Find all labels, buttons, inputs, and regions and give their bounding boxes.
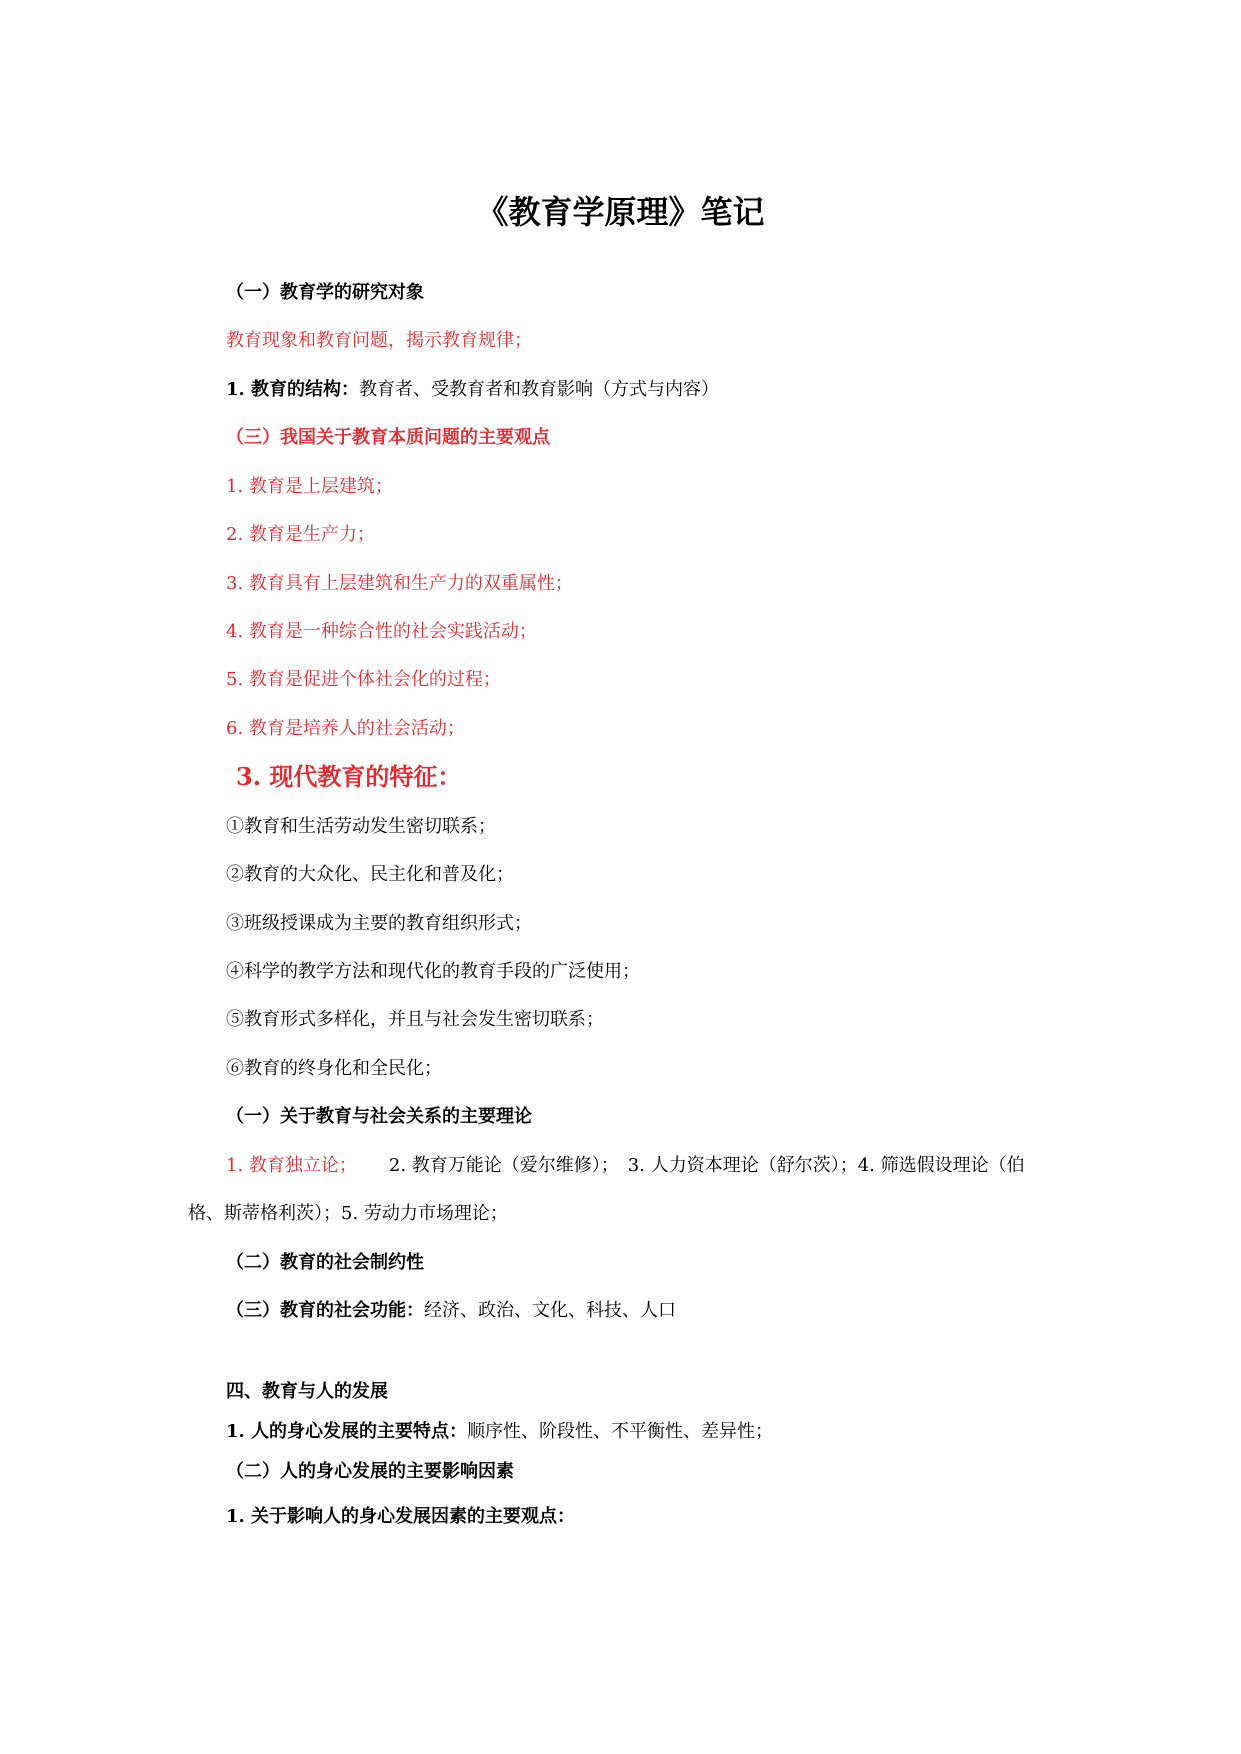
heading-education-essence: （三）我国关于教育本质问题的主要观点 [226,427,550,448]
heading-modern-education: 3. 现代教育的特征： [236,762,462,791]
theories-rest: 2. 教育万能论（爱尔维修）； 3. 人力资本理论（舒尔茨）；4. 筛选假设理论（伯 [388,1155,1025,1176]
modern-item-3: ③班级授课成为主要的教育组织形式； [226,913,532,934]
view-item-2: 2. 教育是生产力； [226,524,375,545]
social-function-line [226,1299,676,1323]
view-item-6: 6. 教育是培养人的社会活动； [226,718,465,739]
modern-item-5: ⑤教育形式多样化，并且与社会发生密切联系； [226,1009,604,1030]
education-structure-label: 1. 教育的结构： [226,379,360,400]
theory-independence: 1. 教育独立论； [226,1155,357,1176]
modern-item-4: ④科学的教学方法和现代化的教育手段的广泛使用； [226,961,640,982]
view-item-4: 4. 教育是一种综合性的社会实践活动； [226,621,537,642]
social-function-label: （三）教育的社会功能： [226,1300,424,1321]
heading-development-factors: （二）人的身心发展的主要影响因素 [226,1461,514,1482]
research-object-content: 教育现象和教育问题，揭示教育规律； [226,330,532,351]
view-item-5: 5. 教育是促进个体社会化的过程； [226,669,501,690]
view-item-1: 1. 教育是上层建筑； [226,476,393,497]
development-features-label: 1. 人的身心发展的主要特点： [226,1421,468,1442]
modern-item-2: ②教育的大众化、民主化和普及化； [226,864,514,885]
education-structure-value: 教育者、受教育者和教育影响（方式与内容） [359,379,720,400]
heading-human-development: 四、教育与人的发展 [226,1381,388,1402]
modern-item-6: ⑥教育的终身化和全民化； [226,1058,442,1079]
view-item-3: 3. 教育具有上层建筑和生产力的双重属性； [226,573,573,594]
modern-item-1: ①教育和生活劳动发生密切联系； [226,816,496,837]
education-structure-line [226,378,719,402]
document-title: 《教育学原理》笔记 [476,193,765,231]
heading-social-theories: （一）关于教育与社会关系的主要理论 [226,1106,532,1127]
theories-line-1 [226,1154,1025,1178]
development-features-value: 顺序性、阶段性、不平衡性、差异性； [467,1421,774,1442]
heading-social-constraint: （二）教育的社会制约性 [226,1252,424,1273]
development-features-line [226,1420,773,1444]
social-function-value: 经济、政治、文化、科技、人口 [424,1300,676,1321]
heading-research-object: （一）教育学的研究对象 [226,282,424,303]
theories-line-2: 格、斯蒂格利茨）；5. 劳动力市场理论； [188,1203,508,1224]
heading-development-views: 1. 关于影响人的身心发展因素的主要观点： [226,1506,576,1527]
